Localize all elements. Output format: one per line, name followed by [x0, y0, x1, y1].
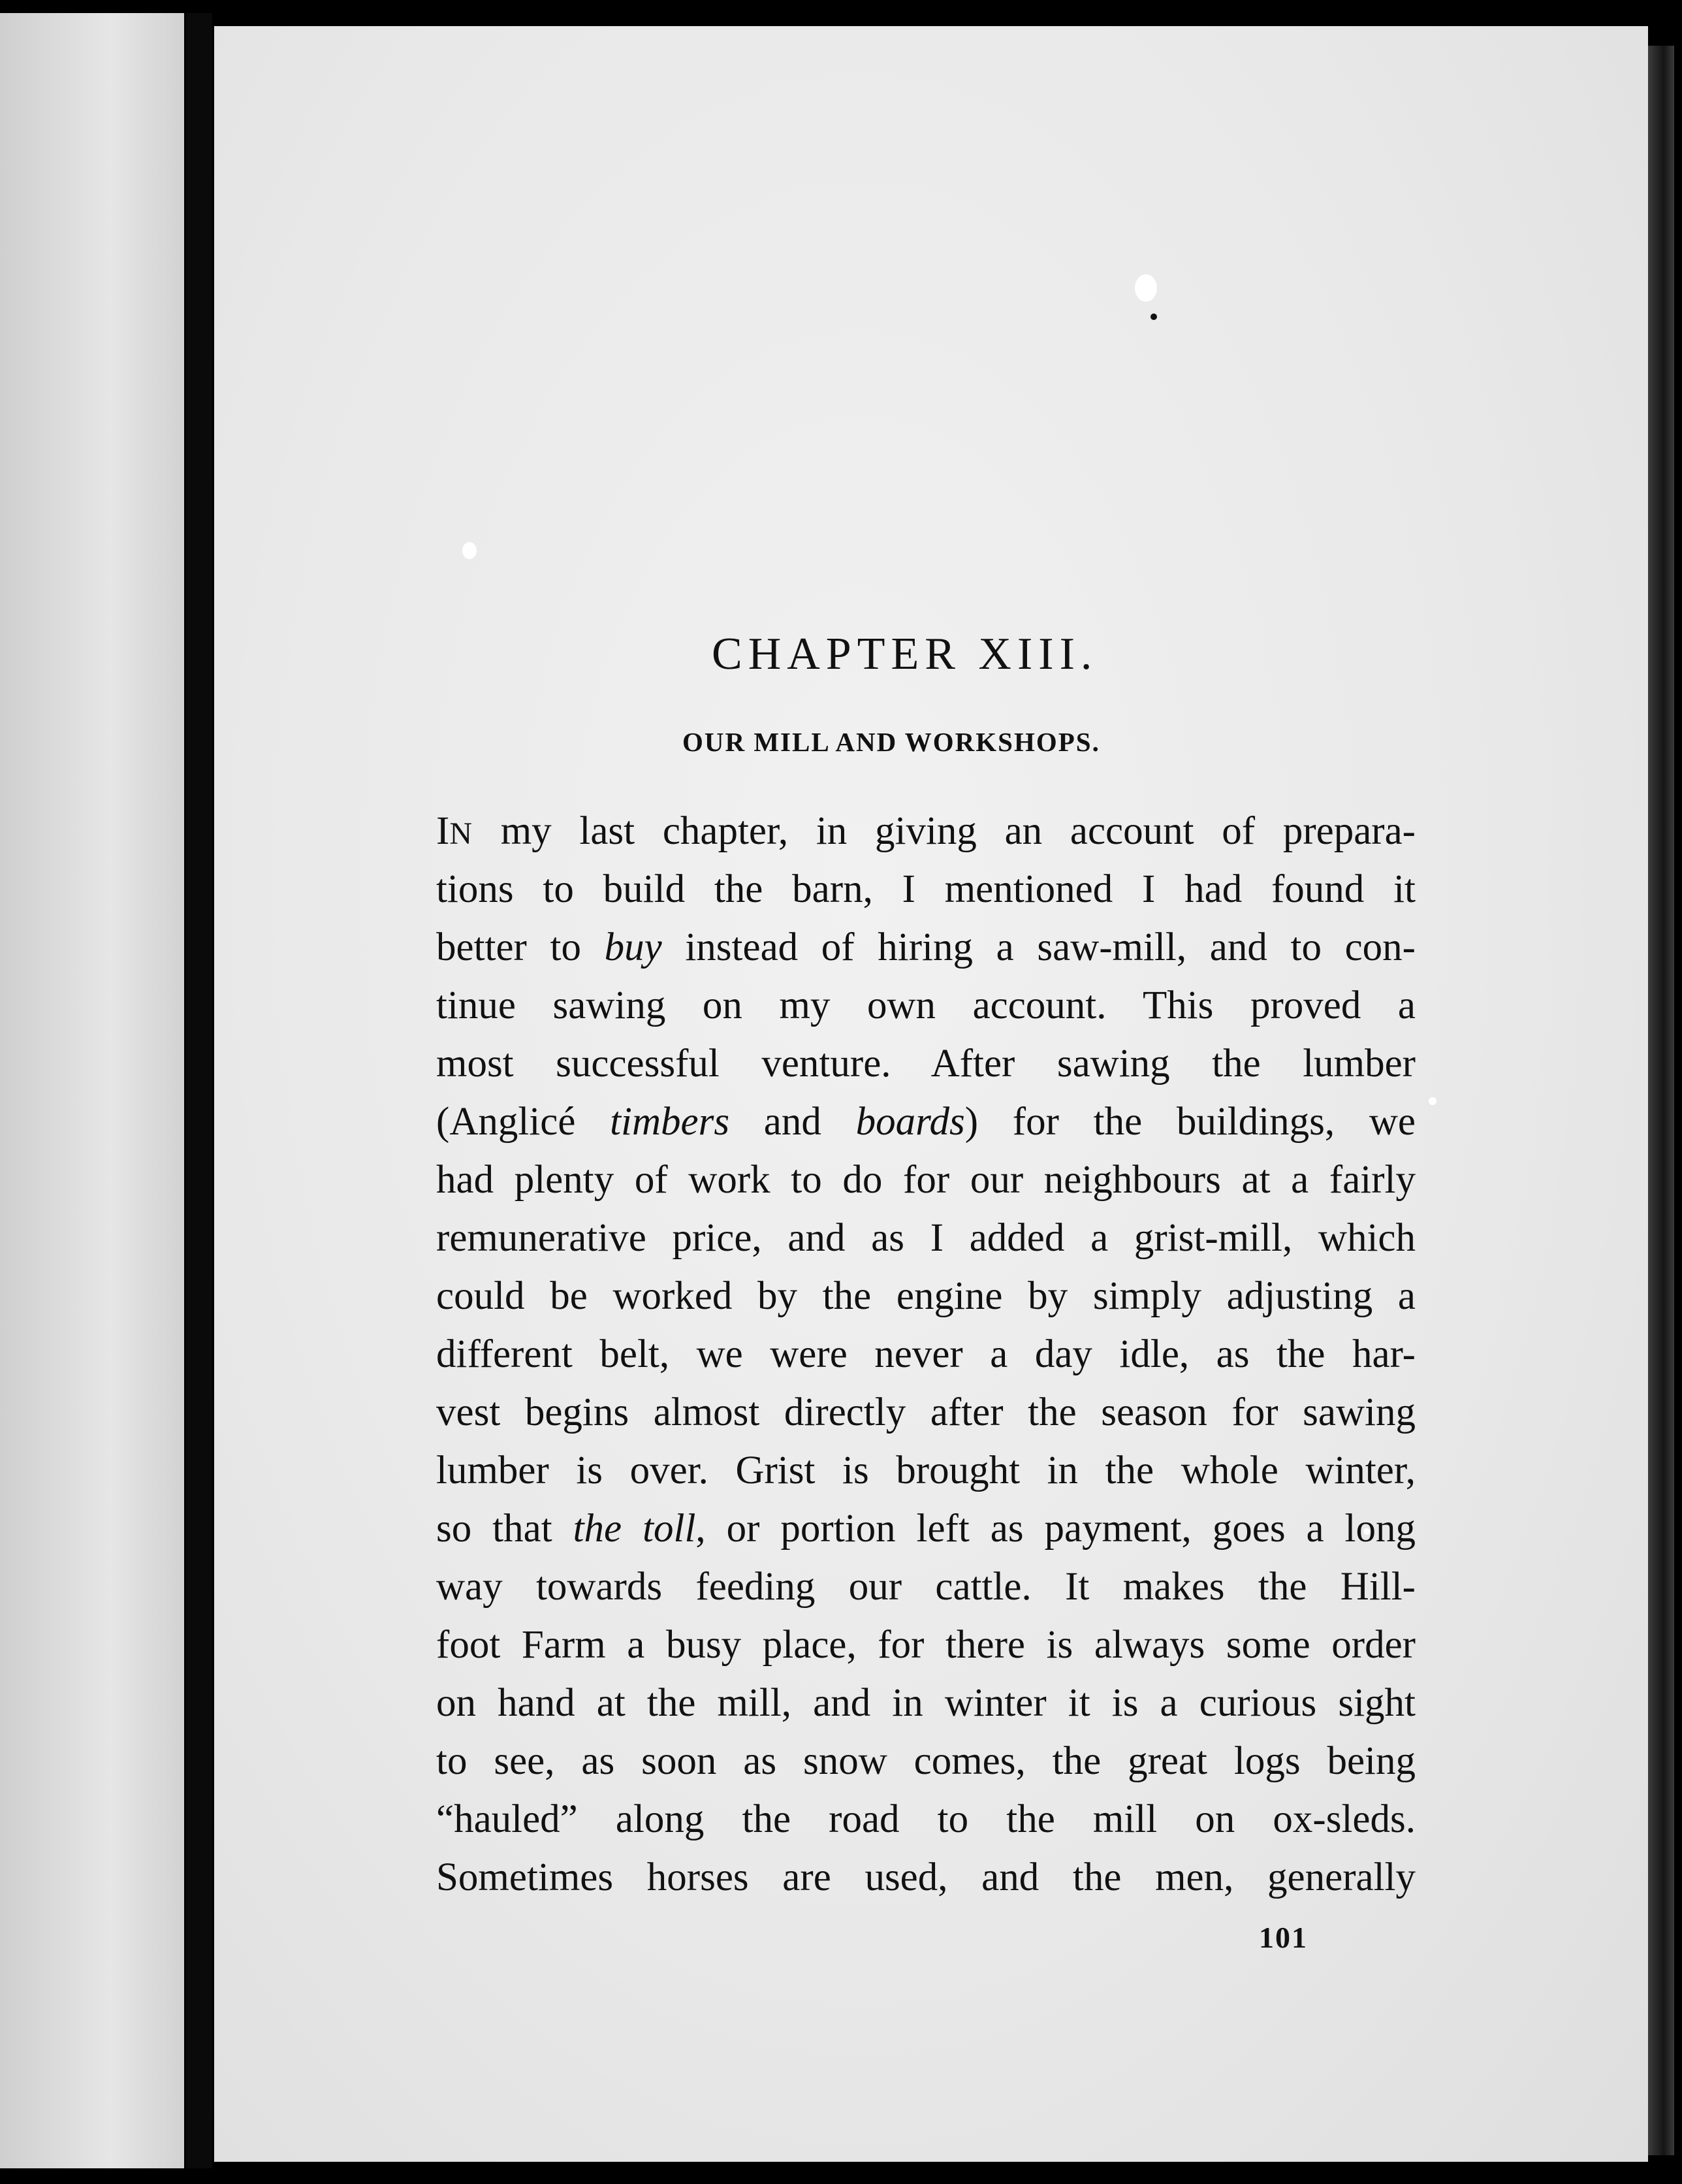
facing-page-edge	[0, 13, 184, 2168]
text-line: lumber is over. Grist is brought in the whole winter,	[436, 1449, 1416, 1492]
book-gutter	[186, 13, 212, 2168]
page-number: 101	[1259, 1921, 1308, 1954]
scan-speck	[1135, 274, 1157, 302]
text-line	[436, 1093, 1416, 1151]
italic-run: buy	[604, 925, 662, 969]
text-line	[436, 918, 1416, 976]
italic-run: the toll	[573, 1507, 696, 1550]
text-line-rest: my last chapter, in giving an account of prepara-	[473, 809, 1416, 853]
text-line: foot Farm a busy place, for there is always some order	[436, 1623, 1416, 1667]
text-line: different belt, we were never a day idle, as the har-	[436, 1332, 1416, 1376]
text-line: tinue sawing on my own account. This proved a	[436, 984, 1416, 1027]
text-run: (Anglicé	[436, 1100, 611, 1144]
text-line: tions to build the barn, I mentioned I had found it	[436, 867, 1416, 911]
scan-speck	[462, 542, 477, 559]
text-line: vest begins almost directly after the season for sawing	[436, 1390, 1416, 1434]
text-run: and	[729, 1100, 856, 1144]
scan-speck	[1429, 1097, 1436, 1105]
text-run: ) for the buildings, we	[964, 1100, 1416, 1144]
italic-run: timbers	[610, 1100, 730, 1144]
text-line: to see, as soon as snow comes, the great logs being	[436, 1739, 1416, 1783]
text-line: most successful venture. After sawing the lumber	[436, 1042, 1416, 1085]
italic-run: boards	[855, 1100, 965, 1144]
chapter-title: CHAPTER XIII.	[712, 629, 1098, 679]
text-line	[436, 1500, 1416, 1558]
scan-speck	[1150, 313, 1157, 320]
text-line: “hauled” along the road to the mill on ox-sleds.	[436, 1797, 1416, 1841]
page-stack-edge	[1648, 46, 1674, 2155]
drop-word-initial: I	[436, 809, 450, 853]
text-line	[436, 802, 1416, 860]
text-line: had plenty of work to do for our neighbours at a fairly	[436, 1158, 1416, 1202]
chapter-subtitle: OUR MILL AND WORKSHOPS.	[682, 727, 1100, 757]
drop-word-rest: N	[449, 816, 473, 851]
text-run: , or portion left as payment, goes a long	[695, 1507, 1416, 1550]
text-line: remunerative price, and as I added a grist-mill, which	[436, 1216, 1416, 1260]
text-run: better to	[436, 925, 605, 969]
text-line: way towards feeding our cattle. It makes the Hill-	[436, 1565, 1416, 1609]
text-run: so that	[436, 1507, 573, 1550]
text-line: could be worked by the engine by simply adjusting a	[436, 1274, 1416, 1318]
body-text	[436, 802, 1416, 1906]
text-line: on hand at the mill, and in winter it is a curious sight	[436, 1681, 1416, 1725]
text-line: Sometimes horses are used, and the men, generally	[436, 1855, 1416, 1899]
text-run: instead of hiring a saw-mill, and to con-	[661, 925, 1416, 969]
